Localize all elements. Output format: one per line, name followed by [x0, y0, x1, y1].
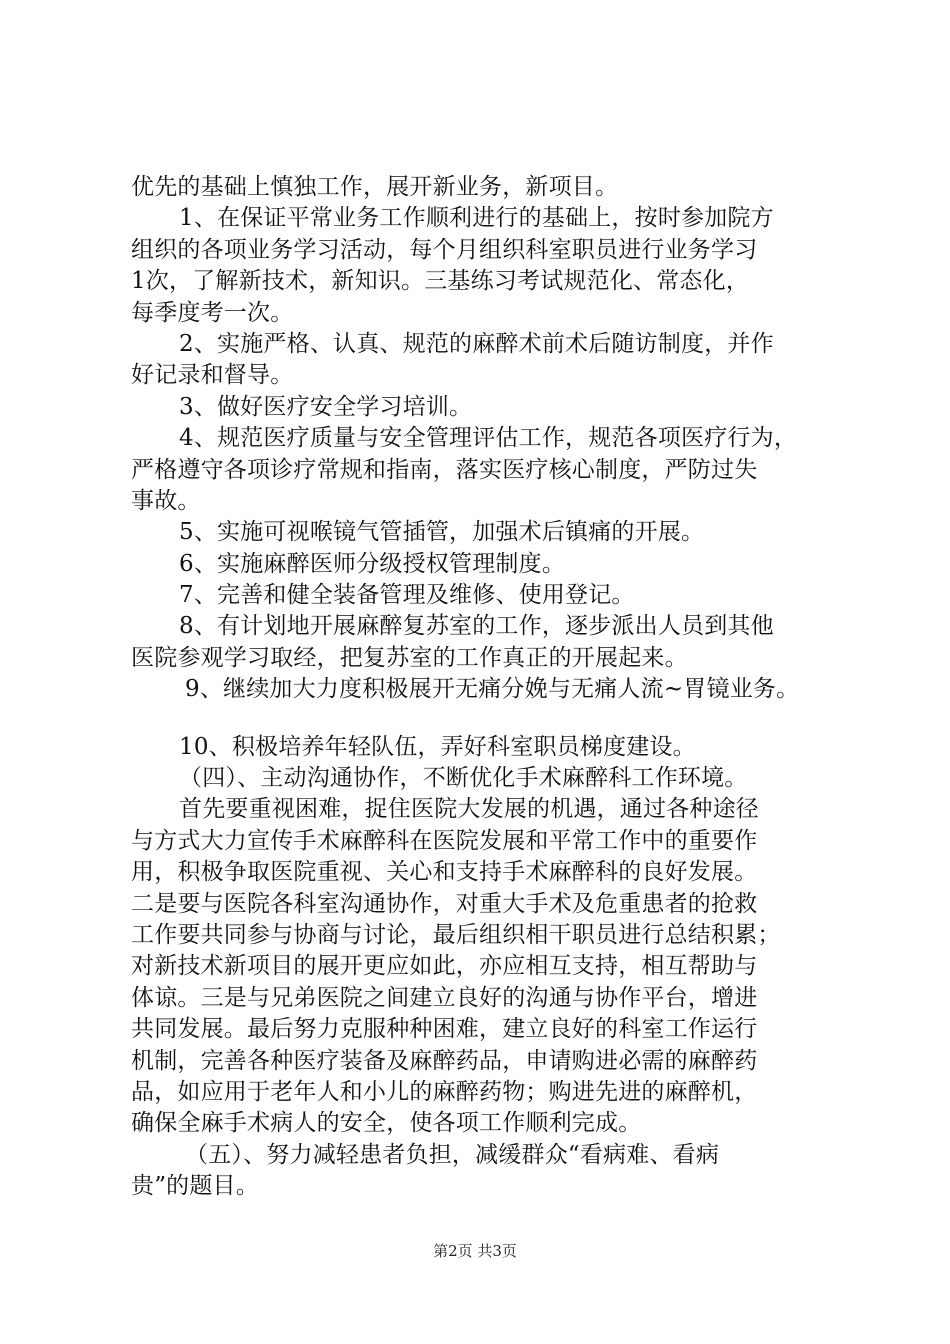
text-line: 共同发展。最后努力克服种种困难，建立良好的科室工作运行: [131, 1016, 758, 1043]
text-line: 二是要与医院各科室沟通协作，对重大手术及危重患者的抢救: [131, 890, 758, 917]
list-item: 2、实施严格、认真、规范的麻醉术前术后随访制度，并作: [179, 330, 774, 357]
list-item: 7、完善和健全装备管理及维修、使用登记。: [179, 582, 635, 609]
text-line: 严格遵守各项诊疗常规和指南，落实医疗核心制度，严防过失: [131, 456, 758, 483]
text-line: 体谅。三是与兄弟医院之间建立良好的沟通与协作平台，增进: [131, 984, 758, 1011]
list-item: 3、做好医疗安全学习培训。: [179, 393, 473, 420]
text-line: 组织的各项业务学习活动，每个月组织科室职员进行业务学习: [131, 236, 758, 263]
text-line: 工作要共同参与协商与讨论，最后组织相干职员进行总结积累；: [131, 921, 781, 948]
text-line: 事故。: [131, 487, 201, 514]
section-heading: （四）、主动沟通协作，不断优化手术麻醉科工作环境。: [179, 765, 748, 792]
text-line: 好记录和督导。: [131, 362, 294, 389]
text-line: 贵”的题目。: [131, 1173, 259, 1200]
text-line: 每季度考一次。: [131, 299, 294, 326]
list-item: 10、积极培养年轻队伍，弄好科室职员梯度建设。: [179, 733, 696, 760]
text-line: 品，如应用于老年人和小儿的麻醉药物；购进先进的麻醉机，: [131, 1078, 758, 1105]
list-item: 6、实施麻醉医师分级授权管理制度。: [179, 550, 566, 577]
text-line: 机制，完善各种医疗装备及麻醉药品，申请购进必需的麻醉药: [131, 1047, 758, 1074]
text-line: 确保全麻手术病人的安全，使各项工作顺利完成。: [131, 1110, 642, 1137]
page-number: 第2页 共3页: [433, 1242, 517, 1260]
text-line: 1次，了解新技术，新知识。三基练习考试规范化、常态化，: [131, 268, 750, 295]
list-item: 9、继续加大力度积极展开无痛分娩与无痛人流~胃镜业务。: [185, 676, 800, 703]
section-heading: （五）、努力减轻患者负担，减缓群众“看病难、看病: [185, 1141, 720, 1168]
text-line: 医院参观学习取经，把复苏室的工作真正的开展起来。: [131, 644, 688, 671]
paragraph-gap: [131, 706, 851, 732]
text-line: 首先要重视困难，捉住医院大发展的机遇，通过各种途径: [179, 796, 759, 823]
text-line: 用，积极争取医院重视、关心和支持手术麻醉科的良好发展。: [131, 859, 758, 886]
list-item: 8、有计划地开展麻醉复苏室的工作，逐步派出人员到其他: [179, 613, 774, 640]
text-line: 对新技术新项目的展开更应如此，亦应相互支持，相互帮助与: [131, 953, 758, 980]
list-item: 4、规范医疗质量与安全管理评估工作，规范各项医疗行为，: [179, 425, 798, 452]
list-item: 5、实施可视喉镜气管插管，加强术后镇痛的开展。: [179, 519, 705, 546]
body-text: [131, 172, 851, 1203]
text-line: 与方式大力宣传手术麻醉科在医院发展和平常工作中的重要作: [131, 827, 758, 854]
text-line: 优先的基础上慎独工作，展开新业务，新项目。: [131, 174, 619, 200]
list-item: 1、在保证平常业务工作顺利进行的基础上，按时参加院方: [179, 205, 774, 232]
